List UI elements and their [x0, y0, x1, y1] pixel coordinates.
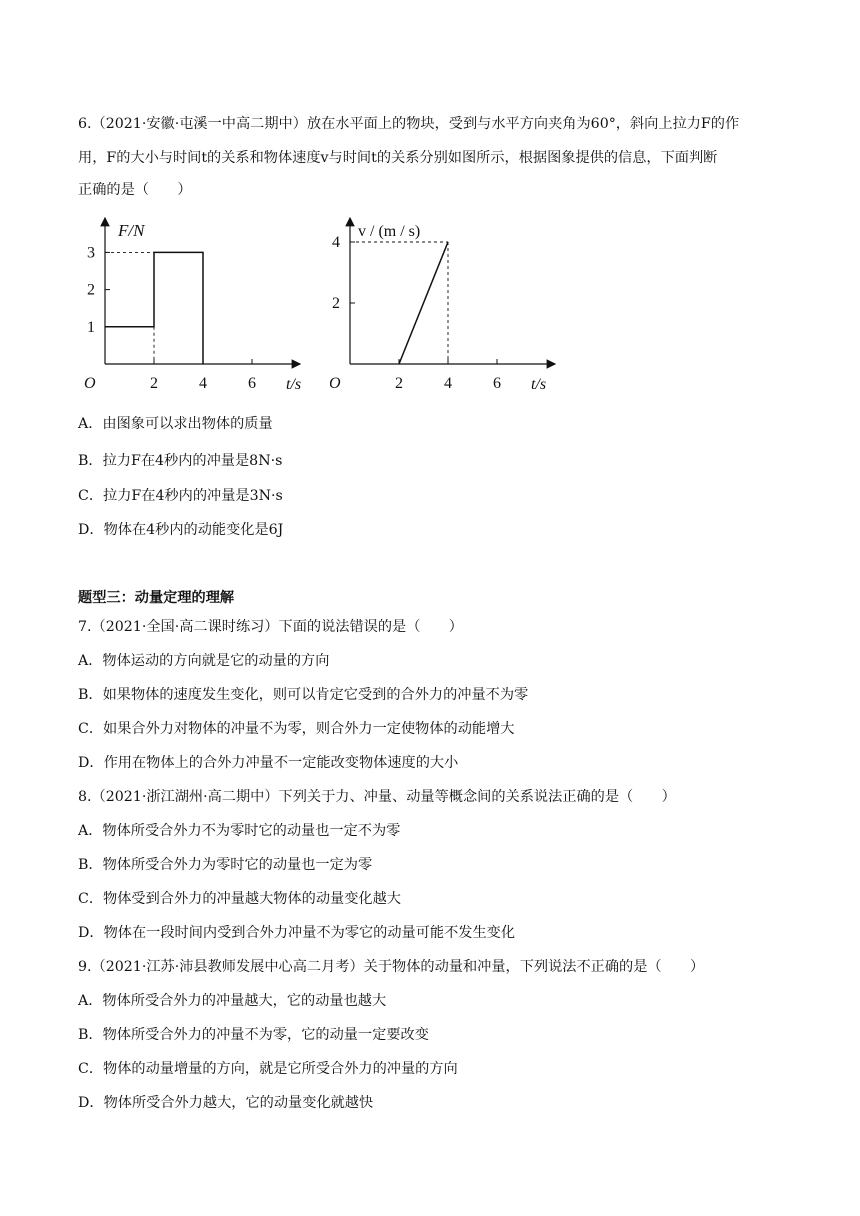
q8-option-b: B．物体所受合外力为零时它的动量也一定为零 [78, 857, 373, 873]
q8-option-d: D．物体在一段时间内受到合外力冲量不为零它的动量可能不发生变化 [78, 925, 516, 941]
f-origin-label: O [84, 375, 96, 392]
x-tick-label: 2 [395, 375, 403, 392]
q9-option-a: A．物体所受合外力的冲量越大，它的动量也越大 [78, 993, 387, 1009]
velocity-series-line [399, 242, 448, 364]
x-tick-label: 4 [199, 375, 207, 392]
velocity-time-graph [330, 212, 570, 401]
q7-option-a: A．物体运动的方向就是它的动量的方向 [78, 653, 330, 669]
q6-stem-line3: 正确的是（ ） [78, 182, 192, 198]
q9-option-c: C．物体的动量增量的方向，就是它所受合外力的冲量的方向 [78, 1061, 458, 1077]
q6-option-c: C．拉力F在4秒内的冲量是3N·s [78, 488, 283, 504]
q6-stem-line1: 6.（2021·安徽·屯溪一中高二期中）放在水平面上的物块，受到与水平方向夹角为60°，斜向上拉力F的作 [78, 116, 740, 132]
x-tick-label: 6 [493, 375, 501, 392]
q6-stem-line2: 用，F的大小与时间t的关系和物体速度v与时间t的关系分别如图所示，根据图象提供的信息，下面判断 [78, 150, 718, 166]
y-tick-label: 3 [87, 244, 95, 262]
q9-option-d: D．物体所受合外力越大，它的动量变化就越快 [78, 1095, 374, 1111]
q6-option-d: D．物体在4秒内的动能变化是6J [78, 522, 284, 538]
q9-stem: 9.（2021·江苏·沛县教师发展中心高二月考）关于物体的动量和冲量，下列说法不正确的是（ ） [78, 959, 705, 975]
q7-option-b: B．如果物体的速度发生变化，则可以肯定它受到的合外力的冲量不为零 [78, 687, 529, 703]
q8-stem: 8.（2021·浙江湖州·高二期中）下列关于力、冲量、动量等概念间的关系说法正确的是（ ） [78, 789, 676, 805]
force-time-graph-svg [80, 212, 310, 397]
x-tick-label: 4 [444, 375, 452, 392]
v-x-axis-label: t/s [531, 376, 547, 393]
force-time-graph [80, 212, 310, 401]
y-tick-label: 2 [332, 295, 340, 312]
x-tick-label: 6 [248, 375, 256, 392]
section-title: 题型三：动量定理的理解 [78, 590, 235, 606]
q8-option-a: A．物体所受合外力不为零时它的动量也一定不为零 [78, 823, 401, 839]
y-tick-label: 4 [332, 234, 340, 251]
y-tick-label: 1 [87, 318, 95, 336]
q6-option-b: B．拉力F在4秒内的冲量是8N·s [78, 453, 283, 469]
f-x-axis-label: t/s [286, 376, 302, 393]
q6-option-a: A．由图象可以求出物体的质量 [78, 416, 273, 432]
q7-option-d: D．作用在物体上的合外力冲量不一定能改变物体速度的大小 [78, 755, 459, 771]
q7-stem: 7.（2021·全国·高二课时练习）下面的说法错误的是（ ） [78, 619, 463, 635]
f-y-axis-label: F/N [118, 221, 145, 240]
q9-option-b: B．物体所受合外力的冲量不为零，它的动量一定要改变 [78, 1027, 429, 1043]
q7-option-c: C．如果合外力对物体的冲量不为零，则合外力一定使物体的动能增大 [78, 721, 515, 737]
v-origin-label: O [330, 375, 341, 392]
velocity-time-graph-svg [330, 212, 570, 397]
y-tick-label: 2 [87, 281, 95, 299]
v-y-axis-label: v / (m / s) [358, 223, 421, 240]
q8-option-c: C．物体受到合外力的冲量越大物体的动量变化越大 [78, 891, 401, 907]
x-tick-label: 2 [150, 375, 158, 392]
